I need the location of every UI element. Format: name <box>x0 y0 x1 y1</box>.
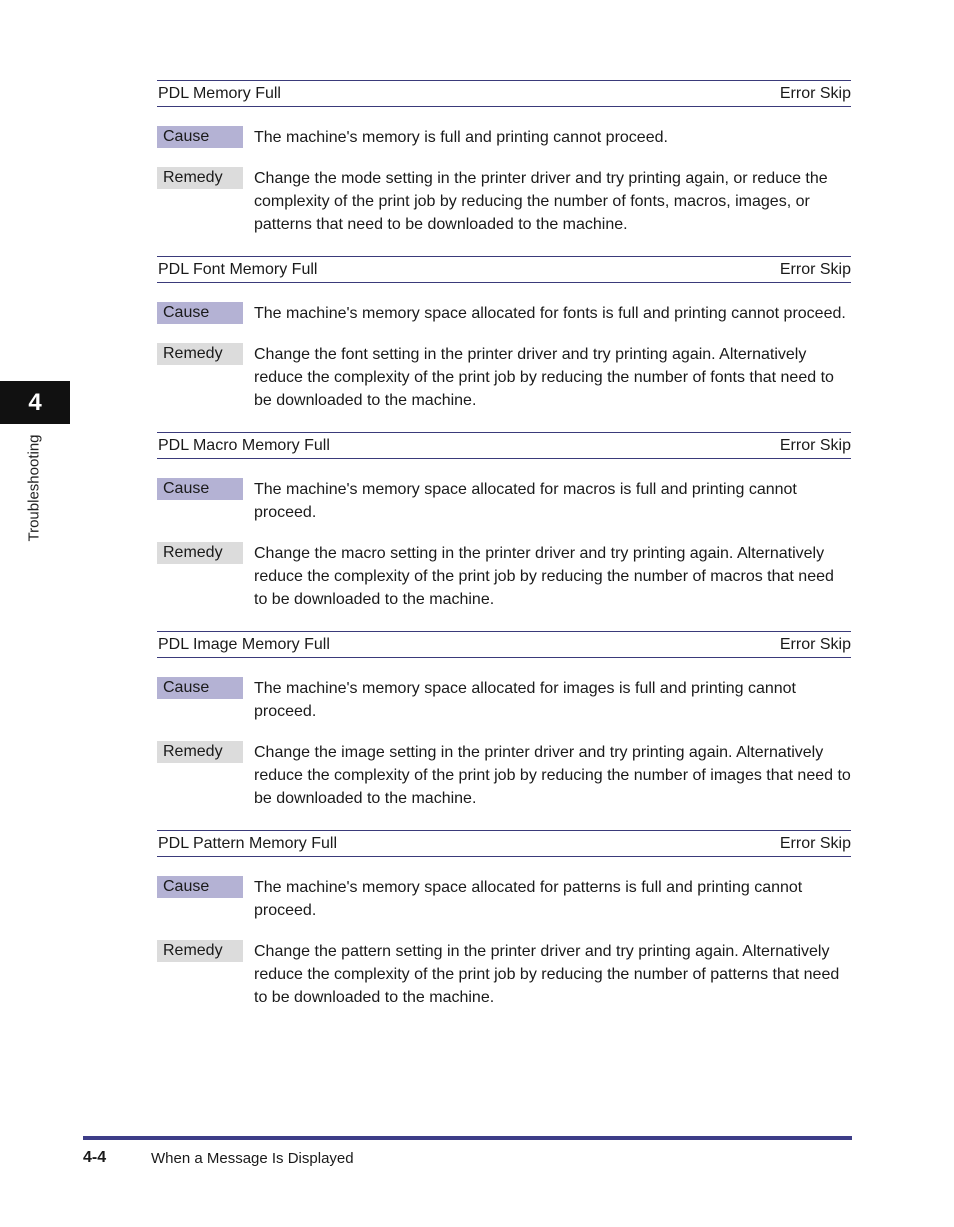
remedy-row <box>157 940 851 1009</box>
remedy-label: Remedy <box>157 741 243 763</box>
cause-text: The machine's memory space allocated for images is full and printing cannot proceed. <box>254 680 796 720</box>
message-title: PDL Memory Full <box>158 84 281 102</box>
cause-label: Cause <box>157 677 243 699</box>
message-header <box>157 830 851 857</box>
remedy-row <box>157 167 851 236</box>
message-header <box>157 631 851 658</box>
message-section <box>157 830 851 1009</box>
cause-row <box>157 478 851 524</box>
message-header <box>157 256 851 283</box>
page-number: 4-4 <box>83 1149 107 1166</box>
cause-text: The machine's memory space allocated for fonts is full and printing cannot proceed. <box>254 305 846 322</box>
remedy-row <box>157 741 851 810</box>
cause-row <box>157 677 851 723</box>
message-title: PDL Font Memory Full <box>158 260 318 278</box>
message-header <box>157 432 851 459</box>
message-section <box>157 256 851 412</box>
message-title: PDL Macro Memory Full <box>158 436 330 454</box>
footer-rule <box>83 1136 852 1140</box>
remedy-label: Remedy <box>157 542 243 564</box>
remedy-label: Remedy <box>157 940 243 962</box>
cause-row <box>157 876 851 922</box>
message-title: PDL Image Memory Full <box>158 635 330 653</box>
cause-label: Cause <box>157 126 243 148</box>
cause-row <box>157 302 851 325</box>
cause-label: Cause <box>157 302 243 324</box>
chapter-tab <box>0 381 70 424</box>
chapter-side-label: Troubleshooting <box>25 434 43 542</box>
message-section <box>157 80 851 236</box>
footer-title: When a Message Is Displayed <box>151 1150 354 1167</box>
remedy-label: Remedy <box>157 167 243 189</box>
message-action: Error Skip <box>779 260 851 278</box>
cause-text: The machine's memory space allocated for macros is full and printing cannot proceed. <box>254 481 797 521</box>
remedy-text: Change the macro setting in the printer driver and try printing again. Alternatively reduce the complexity of the print job by reducing the number of macros that need to be downloaded to the machine. <box>254 545 834 608</box>
remedy-text: Change the image setting in the printer driver and try printing again. Alternatively reduce the complexity of the print job by reducing the number of images that need to be downloaded to the machine. <box>254 744 851 807</box>
remedy-label: Remedy <box>157 343 243 365</box>
cause-text: The machine's memory space allocated for patterns is full and printing cannot proceed. <box>254 879 803 919</box>
message-action: Error Skip <box>779 436 851 454</box>
message-action: Error Skip <box>779 84 851 102</box>
remedy-text: Change the font setting in the printer driver and try printing again. Alternatively reduce the complexity of the print job by reducing the number of fonts that need to be downloaded to the machine. <box>254 346 834 409</box>
message-action: Error Skip <box>779 635 851 653</box>
message-header <box>157 80 851 107</box>
cause-row <box>157 126 851 149</box>
remedy-row <box>157 343 851 412</box>
message-section <box>157 631 851 810</box>
chapter-number: 4 <box>28 388 42 416</box>
message-title: PDL Pattern Memory Full <box>158 834 338 852</box>
message-section <box>157 432 851 611</box>
message-action: Error Skip <box>779 834 851 852</box>
remedy-text: Change the mode setting in the printer driver and try printing again, or reduce the complexity of the print job by reducing the number of fonts, macros, images, or patterns that need to be downloaded to the machine. <box>254 170 828 233</box>
remedy-row <box>157 542 851 611</box>
cause-label: Cause <box>157 478 243 500</box>
cause-text: The machine's memory is full and printing cannot proceed. <box>254 129 668 146</box>
cause-label: Cause <box>157 876 243 898</box>
remedy-text: Change the pattern setting in the printer driver and try printing again. Alternatively reduce the complexity of the print job by reducing the number of patterns that need to be downloaded to the machine. <box>254 943 840 1006</box>
message-list <box>157 80 851 1029</box>
